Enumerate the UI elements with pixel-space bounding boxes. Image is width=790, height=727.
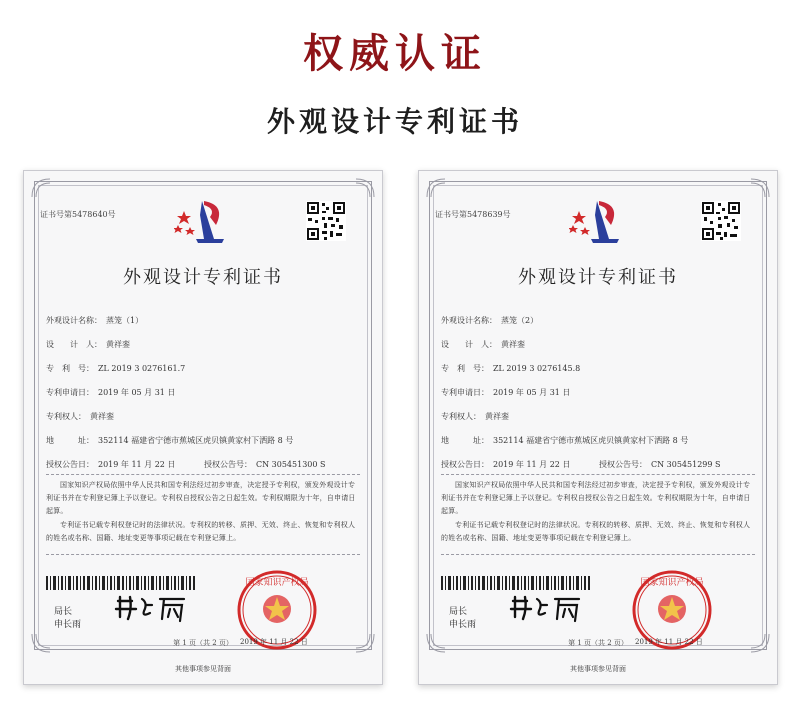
filing-date-label: 专利申请日：: [441, 388, 489, 397]
patent-number-value: ZL 2019 3 0276161.7: [98, 364, 186, 373]
corner-ornament-icon: [354, 177, 376, 199]
grant-number-label: 授权公告号：: [598, 460, 647, 469]
patent-number-label: 专 利 号：: [46, 364, 94, 373]
footnote: 其他事项参见背面: [570, 665, 626, 673]
grant-statement: 国家知识产权局依照中华人民共和国专利法经过初步审查，决定授予专利权，颁发外观设计专利证书并在专利登记簿上予以登记。专利权自授权公告之日起生效。专利权期限为十年，自申请日起算。: [441, 481, 751, 515]
patent-number-row: [441, 363, 580, 374]
filing-date-row: [441, 387, 570, 398]
patentee-value: 黄祥銮: [485, 412, 509, 421]
design-name-value: 蒸笼（2）: [501, 316, 539, 325]
patentee-label: 专利权人：: [441, 412, 481, 421]
director-name: 申长雨: [54, 620, 82, 630]
grant-number-label: 授权公告号：: [203, 460, 252, 469]
filing-date-value: 2019 年 05 月 31 日: [493, 388, 571, 397]
divider: [441, 554, 755, 555]
director-name: 申长雨: [449, 620, 477, 630]
address-value: 352114 福建省宁德市蕉城区虎贝镇黄家村下洒路 8 号: [493, 436, 689, 445]
filing-date-value: 2019 年 05 月 31 日: [98, 388, 176, 397]
patentee-value: 黄祥銮: [90, 412, 114, 421]
director-signature-icon: [507, 591, 587, 625]
patentee-row: [46, 411, 114, 422]
divider: [46, 474, 360, 475]
certificate-title: 外观设计专利证书: [518, 267, 678, 288]
legal-status-statement: 专利证书记载专利权登记时的法律状况。专利权的转移、质押、无效、终止、恢复和专利权人的姓名或名称、国籍、地址变更等事项记载在专利登记簿上。: [46, 521, 356, 542]
filing-date-label: 专利申请日：: [46, 388, 94, 397]
divider: [46, 554, 360, 555]
svg-text:国家知识产权局: 国家知识产权局: [640, 578, 704, 588]
patentee-label: 专利权人：: [46, 412, 86, 421]
page-headline: 权威认证: [303, 30, 487, 77]
address-value: 352114 福建省宁德市蕉城区虎贝镇黄家村下洒路 8 号: [98, 436, 294, 445]
grant-statement: 国家知识产权局依照中华人民共和国专利法经过初步审查，决定授予专利权，颁发外观设计专利证书并在专利登记簿上予以登记。专利权自授权公告之日起生效。专利权期限为十年，自申请日起算。: [46, 481, 356, 515]
grant-number-value: CN 305451300 S: [255, 460, 326, 469]
patent-number-row: [46, 363, 185, 374]
page-number: 第 1 页（共 2 页）: [173, 639, 233, 647]
legal-status-statement: 专利证书记载专利权登记时的法律状况。专利权的转移、质押、无效、终止、恢复和专利权人的姓名或名称、国籍、地址变更等事项记载在专利登记簿上。: [441, 521, 751, 542]
patent-number-label: 专 利 号：: [441, 364, 489, 373]
filing-date-row: [46, 387, 175, 398]
address-label: 地 址：: [46, 436, 94, 445]
seal-date: 2019 年 11 月 22 日: [240, 638, 308, 646]
patentee-row: [441, 411, 509, 422]
design-name-label: 外观设计名称：: [441, 316, 497, 325]
patent-number-value: ZL 2019 3 0276145.8: [493, 364, 581, 373]
design-name-label: 外观设计名称：: [46, 316, 102, 325]
design-name-row: [441, 315, 538, 326]
grant-row: [46, 459, 325, 470]
address-row: [46, 435, 293, 446]
designer-label: 设 计 人：: [441, 340, 497, 349]
svg-text:国家知识产权局: 国家知识产权局: [245, 578, 309, 588]
address-label: 地 址：: [441, 436, 489, 445]
patent-certificate-1: [23, 170, 383, 685]
barcode-icon: [441, 576, 591, 590]
design-name-row: [46, 315, 143, 326]
director-title: 局长: [449, 607, 468, 617]
cnipa-emblem-icon: [569, 195, 627, 247]
grant-date-label: 授权公告日：: [441, 460, 489, 469]
designer-value: 黄祥銮: [106, 340, 130, 349]
designer-row: [441, 339, 525, 350]
page-subheadline: 外观设计专利证书: [266, 105, 523, 138]
address-row: [441, 435, 688, 446]
director-signature-icon: [112, 591, 192, 625]
director-title: 局长: [54, 607, 73, 617]
corner-ornament-icon: [30, 177, 52, 199]
certificate-number: 证书号第5478640号: [40, 210, 116, 219]
grant-number-value: CN 305451299 S: [650, 460, 721, 469]
design-name-value: 蒸笼（1）: [106, 316, 144, 325]
certificate-title: 外观设计专利证书: [123, 267, 283, 288]
barcode-icon: [46, 576, 196, 590]
grant-date-label: 授权公告日：: [46, 460, 94, 469]
page-number: 第 1 页（共 2 页）: [568, 639, 628, 647]
qr-code-icon: [306, 201, 346, 241]
qr-code-icon: [701, 201, 741, 241]
cnipa-emblem-icon: [174, 195, 232, 247]
designer-value: 黄祥銮: [501, 340, 525, 349]
grant-date-value: 2019 年 11 月 22 日: [493, 460, 571, 469]
patent-certificate-2: [418, 170, 778, 685]
designer-label: 设 计 人：: [46, 340, 102, 349]
corner-ornament-icon: [749, 177, 771, 199]
footnote: 其他事项参见背面: [175, 665, 231, 673]
certificate-number: 证书号第5478639号: [435, 210, 511, 219]
seal-date: 2019 年 11 月 22 日: [635, 638, 703, 646]
grant-row: [441, 459, 720, 470]
corner-ornament-icon: [425, 177, 447, 199]
divider: [441, 474, 755, 475]
grant-date-value: 2019 年 11 月 22 日: [98, 460, 176, 469]
designer-row: [46, 339, 130, 350]
